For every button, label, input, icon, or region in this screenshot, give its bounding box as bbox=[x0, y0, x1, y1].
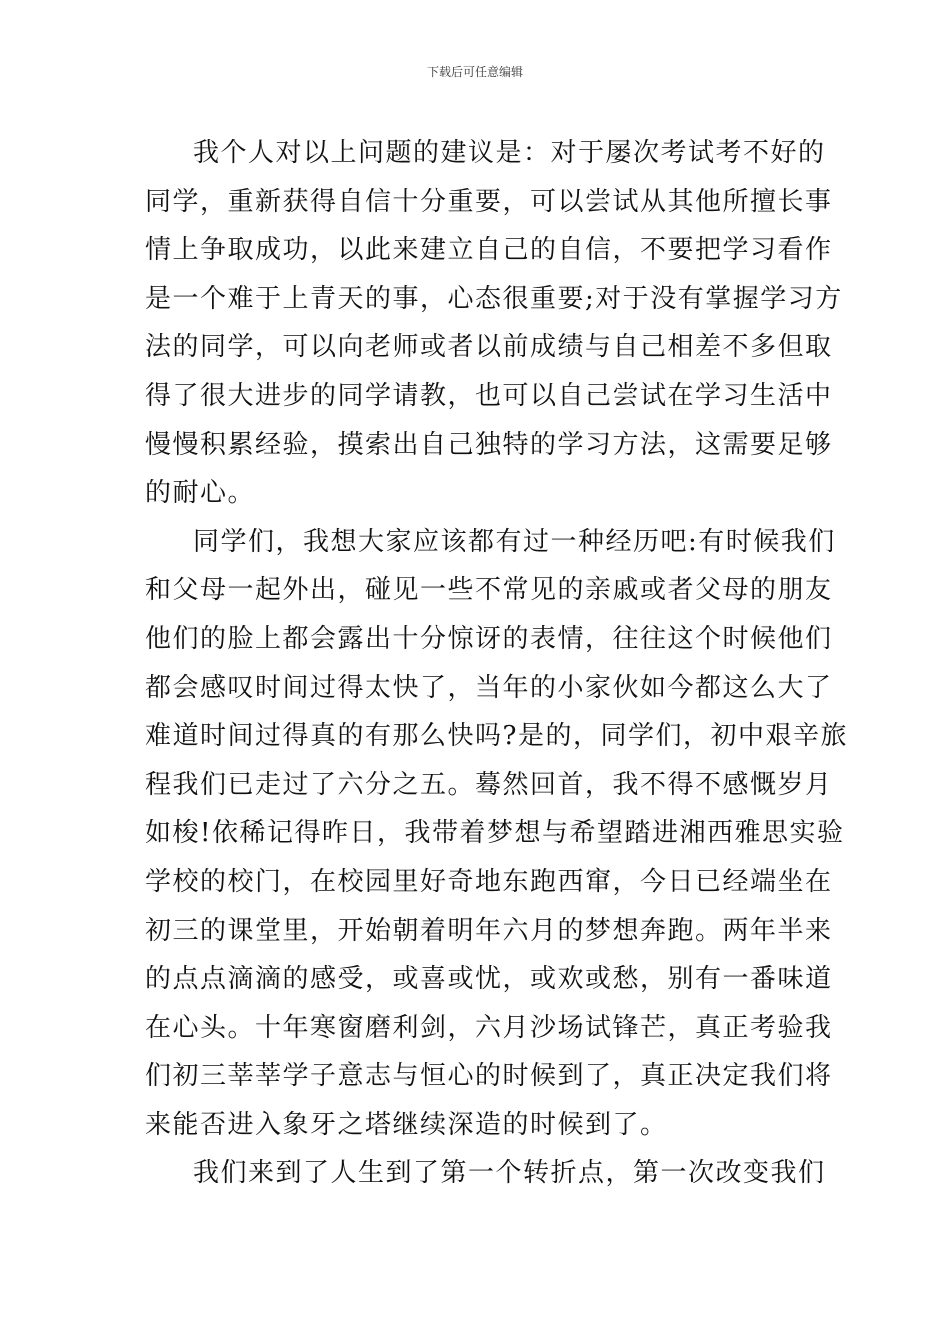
text-line: 来能否进入象牙之塔继续深造的时候到了。 bbox=[145, 1109, 668, 1140]
text-line: 我们来到了人生到了第一个转折点，第一次改变我们 bbox=[193, 1158, 826, 1189]
text-line: 是一个难于上青天的事，心态很重要;对于没有掌握学习方 bbox=[145, 283, 843, 314]
text-line: 和父母一起外出，碰见一些不常见的亲戚或者父母的朋友 bbox=[145, 575, 833, 606]
text-line: 同学，重新获得自信十分重要，可以尝试从其他所擅长事 bbox=[145, 186, 833, 217]
text-line: 们初三莘莘学子意志与恒心的时候到了，真正决定我们将 bbox=[145, 1061, 833, 1092]
text-line: 初三的课堂里，开始朝着明年六月的梦想奔跑。两年半来 bbox=[145, 915, 833, 946]
text-line: 学校的校门，在校园里好奇地东跑西窜，今日已经端坐在 bbox=[145, 866, 833, 897]
text-line: 的耐心。 bbox=[145, 478, 256, 509]
text-line: 得了很大进步的同学请教，也可以自己尝试在学习生活中 bbox=[145, 380, 833, 411]
text-line: 慢慢积累经验，摸索出自己独特的学习方法，这需要足够 bbox=[145, 429, 833, 460]
text-line: 难道时间过得真的有那么快吗?是的，同学们，初中艰辛旅 bbox=[145, 721, 848, 752]
text-line: 情上争取成功，以此来建立自己的自信，不要把学习看作 bbox=[145, 235, 833, 266]
text-line: 我个人对以上问题的建议是：对于屡次考试考不好的 bbox=[193, 138, 826, 168]
text-line: 如梭!依稀记得昨日，我带着梦想与希望踏进湘西雅思实验 bbox=[145, 818, 845, 849]
text-line: 在心头。十年寒窗磨利剑，六月沙场试锋芒，真正考验我 bbox=[145, 1012, 833, 1043]
page-header: 下载后可任意编辑 bbox=[426, 65, 523, 79]
text-line: 都会感叹时间过得太快了，当年的小家伙如今都这么大了 bbox=[145, 672, 833, 703]
text-line: 的点点滴滴的感受，或喜或忧，或欢或愁，别有一番味道 bbox=[145, 964, 833, 995]
text-line: 法的同学，可以向老师或者以前成绩与自己相差不多但取 bbox=[145, 332, 833, 363]
document-body bbox=[145, 129, 848, 1198]
text-line: 他们的脸上都会露出十分惊讶的表情，往往这个时候他们 bbox=[145, 623, 833, 654]
text-line: 同学们，我想大家应该都有过一种经历吧:有时候我们 bbox=[193, 526, 836, 557]
text-line: 程我们已走过了六分之五。蓦然回首，我不得不感慨岁月 bbox=[145, 769, 833, 800]
